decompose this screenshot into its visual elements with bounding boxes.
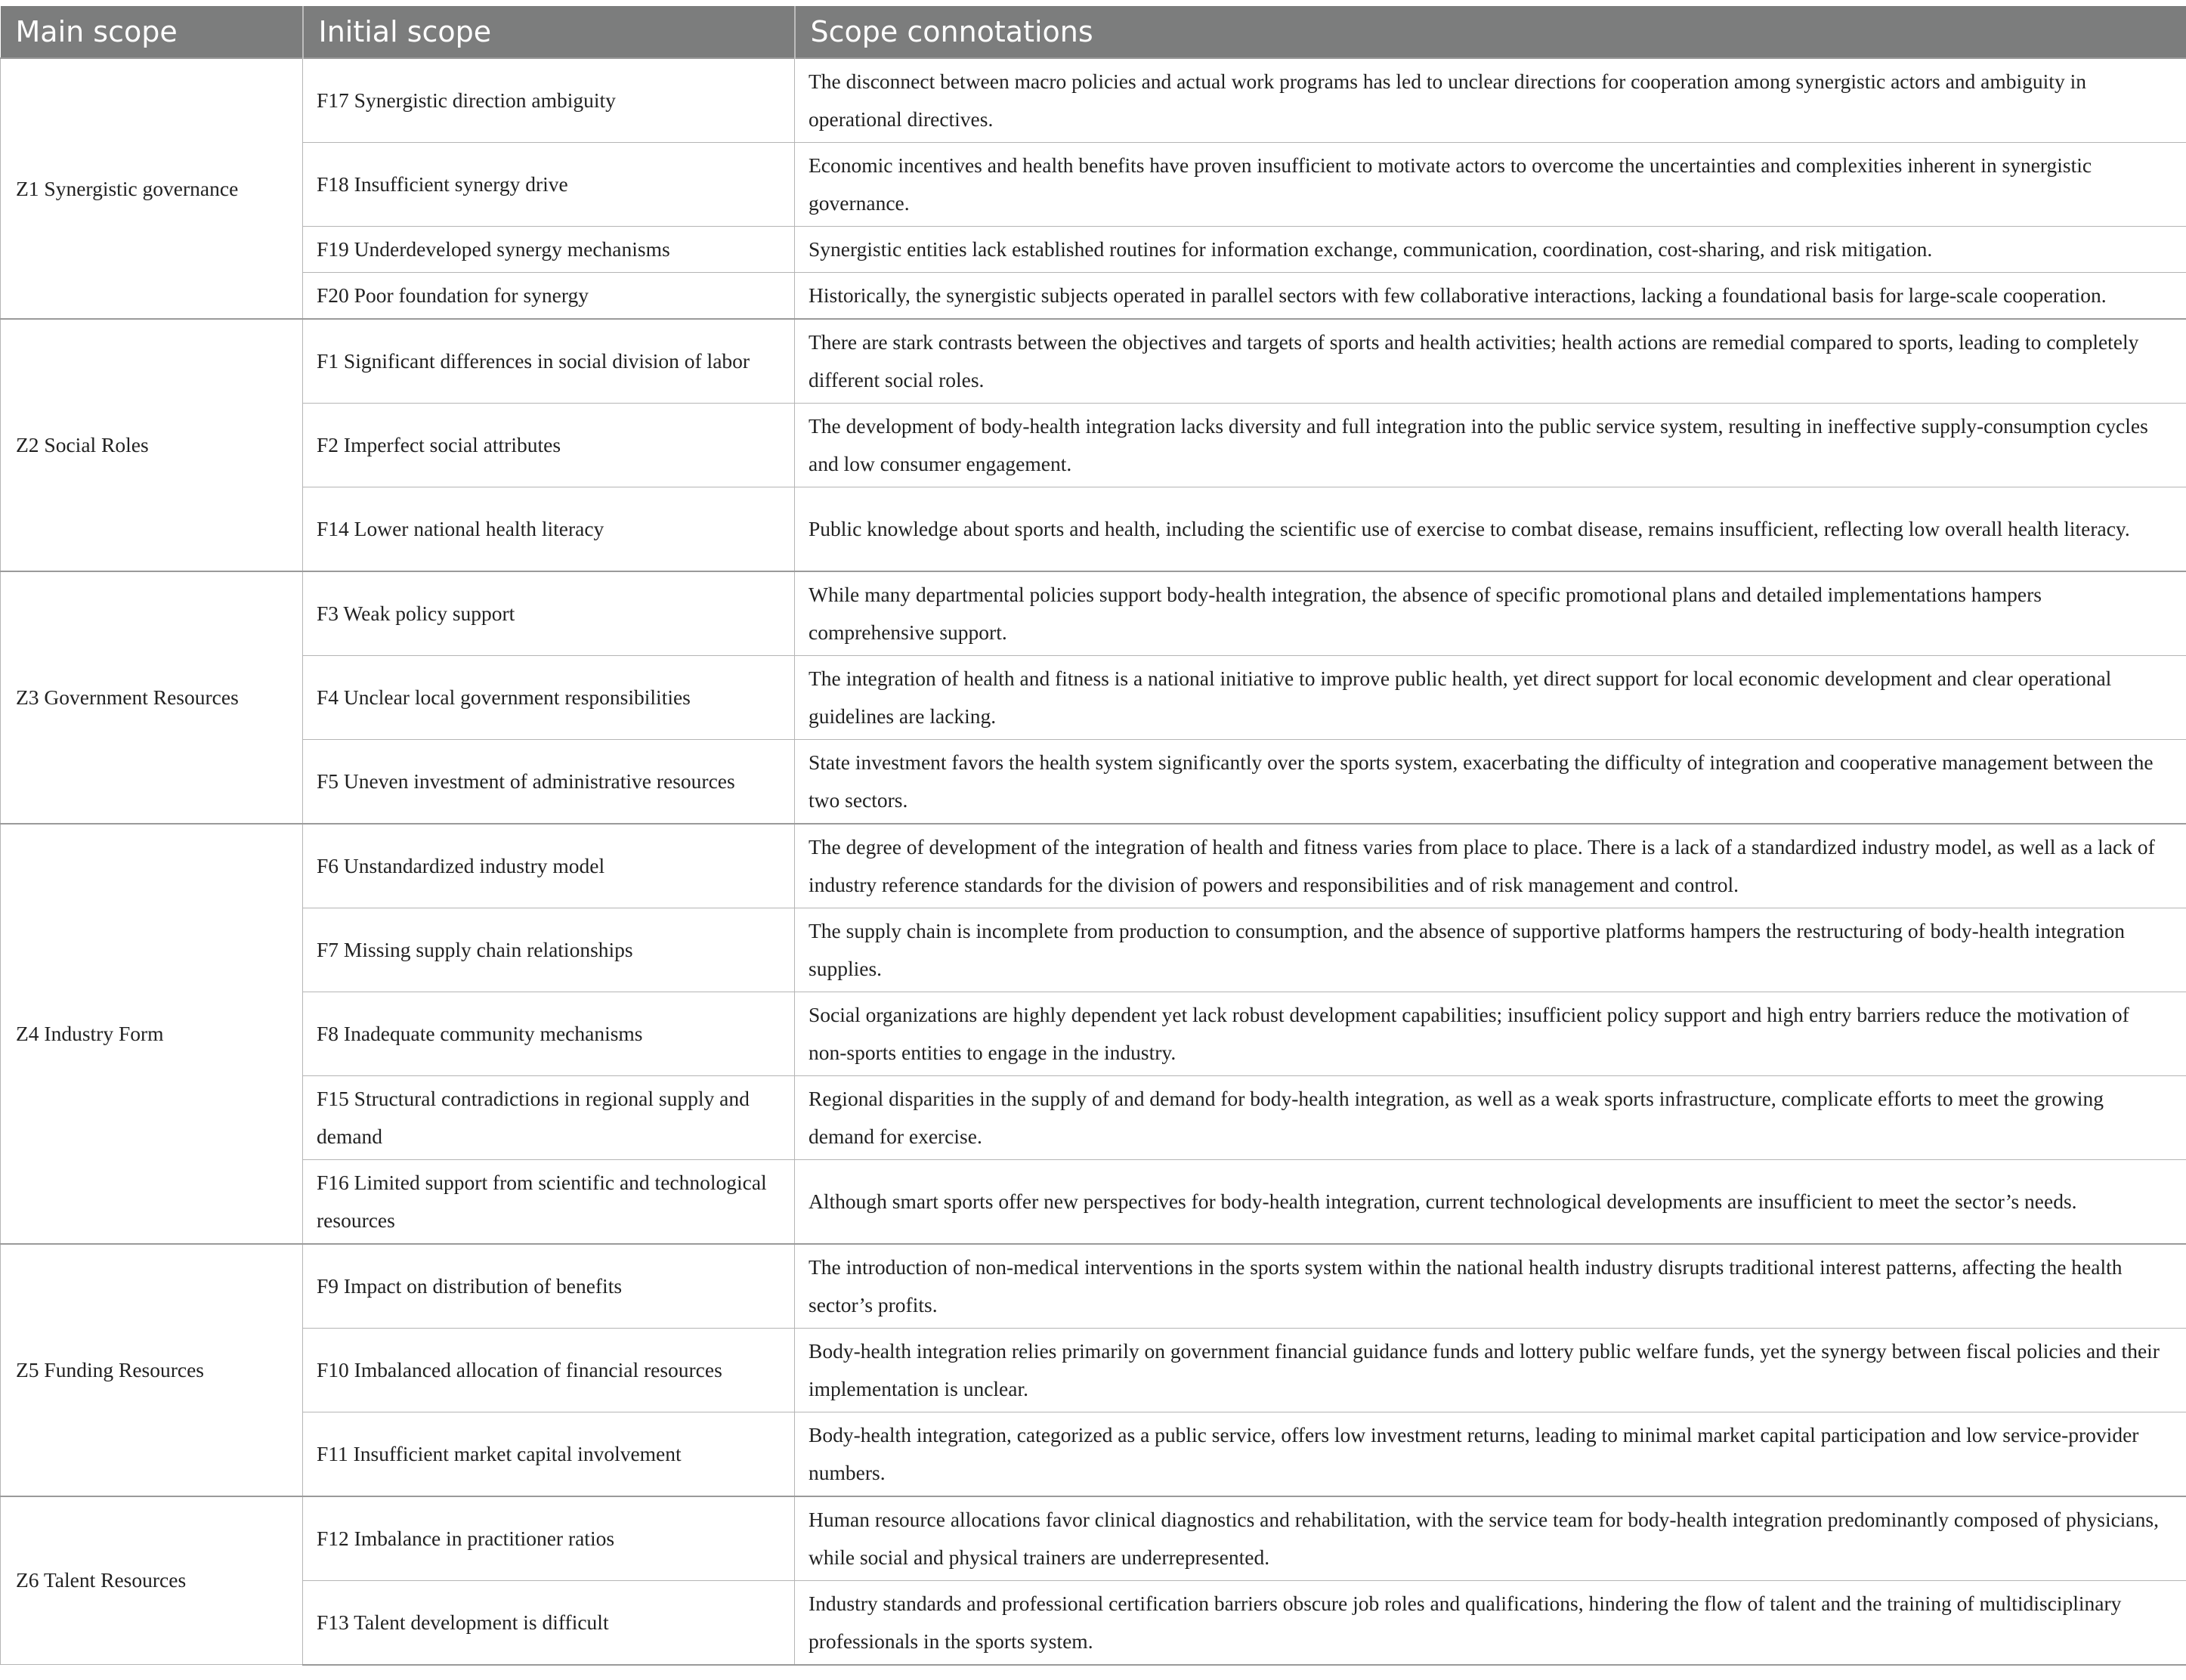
initial-scope-cell: F19 Underdeveloped synergy mechanisms xyxy=(303,227,795,273)
table-row xyxy=(1,571,2186,656)
table-header xyxy=(1,6,2186,58)
connotation-cell: Although smart sports offer new perspectives for body-health integration, current technological developments are insufficient to meet the sector’s needs. xyxy=(795,1159,2186,1244)
header-initial-scope: Initial scope xyxy=(303,6,795,58)
connotation-cell: Regional disparities in the supply of and demand for body-health integration, as well as a weak sports infrastructure, complicate efforts to meet the growing demand for exercise. xyxy=(795,1075,2186,1159)
table-row xyxy=(1,404,2186,487)
initial-scope-cell: F10 Imbalanced allocation of financial resources xyxy=(303,1328,795,1412)
connotation-cell: Social organizations are highly dependent yet lack robust development capabilities; insufficient policy support and high entry barriers reduce the motivation of non-sports entities to engage in the industry. xyxy=(795,992,2186,1075)
initial-scope-cell: F20 Poor foundation for synergy xyxy=(303,273,795,320)
initial-scope-cell: F3 Weak policy support xyxy=(303,571,795,656)
initial-scope-cell: F1 Significant differences in social division of labor xyxy=(303,319,795,404)
initial-scope-cell: F8 Inadequate community mechanisms xyxy=(303,992,795,1075)
table-row xyxy=(1,273,2186,320)
connotation-cell: The development of body-health integration lacks diversity and full integration into the public service system, resulting in ineffective supply-consumption cycles and low consumer engagement. xyxy=(795,404,2186,487)
main-scope-cell: Z4 Industry Form xyxy=(1,824,303,1244)
connotation-cell: Industry standards and professional certification barriers obscure job roles and qualifications, hindering the flow of talent and the training of multidisciplinary professionals in the sports system. xyxy=(795,1580,2186,1665)
initial-scope-cell: F14 Lower national health literacy xyxy=(303,487,795,571)
initial-scope-cell: F18 Insufficient synergy drive xyxy=(303,143,795,227)
initial-scope-cell: F16 Limited support from scientific and technological resources xyxy=(303,1159,795,1244)
table-row xyxy=(1,1159,2186,1244)
connotation-cell: There are stark contrasts between the objectives and targets of sports and health activities; health actions are remedial compared to sports, leading to completely different social roles. xyxy=(795,319,2186,404)
table-row xyxy=(1,908,2186,992)
connotation-cell: The introduction of non-medical interventions in the sports system within the national health industry disrupts traditional interest patterns, affecting the health sector’s profits. xyxy=(795,1244,2186,1329)
connotation-cell: Public knowledge about sports and health, including the scientific use of exercise to combat disease, remains insufficient, reflecting low overall health literacy. xyxy=(795,487,2186,571)
table-row xyxy=(1,992,2186,1075)
connotation-cell: Human resource allocations favor clinical diagnostics and rehabilitation, with the service team for body-health integration predominantly composed of physicians, while social and physical trainers are underrepresented. xyxy=(795,1496,2186,1581)
initial-scope-cell: F5 Uneven investment of administrative resources xyxy=(303,739,795,824)
connotation-cell: Body-health integration, categorized as a public service, offers low investment returns, leading to minimal market capital participation and low service-provider numbers. xyxy=(795,1412,2186,1496)
table-row xyxy=(1,227,2186,273)
table-row xyxy=(1,739,2186,824)
table-row xyxy=(1,1075,2186,1159)
connotation-cell: The integration of health and fitness is a national initiative to improve public health, yet direct support for local economic development and clear operational guidelines are lacking. xyxy=(795,655,2186,739)
initial-scope-cell: F7 Missing supply chain relationships xyxy=(303,908,795,992)
table-row xyxy=(1,143,2186,227)
connotation-cell: State investment favors the health system significantly over the sports system, exacerbating the difficulty of integration and cooperative management between the two sectors. xyxy=(795,739,2186,824)
connotation-cell: Economic incentives and health benefits have proven insufficient to motivate actors to overcome the uncertainties and complexities inherent in synergistic governance. xyxy=(795,143,2186,227)
connotation-cell: Body-health integration relies primarily on government financial guidance funds and lottery public welfare funds, yet the synergy between fiscal policies and their implementation is unclear. xyxy=(795,1328,2186,1412)
connotation-cell: While many departmental policies support body-health integration, the absence of specific promotional plans and detailed implementations hampers comprehensive support. xyxy=(795,571,2186,656)
initial-scope-cell: F13 Talent development is difficult xyxy=(303,1580,795,1665)
table-body xyxy=(1,58,2186,1665)
initial-scope-cell: F11 Insufficient market capital involvement xyxy=(303,1412,795,1496)
initial-scope-cell: F2 Imperfect social attributes xyxy=(303,404,795,487)
main-scope-cell: Z3 Government Resources xyxy=(1,571,303,824)
header-scope-connotations: Scope connotations xyxy=(795,6,2186,58)
main-scope-cell: Z1 Synergistic governance xyxy=(1,58,303,319)
table-row xyxy=(1,487,2186,571)
connotation-cell: Synergistic entities lack established routines for information exchange, communication, coordination, cost-sharing, and risk mitigation. xyxy=(795,227,2186,273)
initial-scope-cell: F12 Imbalance in practitioner ratios xyxy=(303,1496,795,1581)
table-row xyxy=(1,1580,2186,1665)
table-row xyxy=(1,1328,2186,1412)
initial-scope-cell: F15 Structural contradictions in regional supply and demand xyxy=(303,1075,795,1159)
scope-table xyxy=(0,6,2186,1666)
initial-scope-cell: F4 Unclear local government responsibilities xyxy=(303,655,795,739)
table-row xyxy=(1,1496,2186,1581)
initial-scope-cell: F6 Unstandardized industry model xyxy=(303,824,795,908)
table-row xyxy=(1,58,2186,143)
main-scope-cell: Z6 Talent Resources xyxy=(1,1496,303,1665)
table-row xyxy=(1,824,2186,908)
table-row xyxy=(1,655,2186,739)
table-row xyxy=(1,319,2186,404)
initial-scope-cell: F17 Synergistic direction ambiguity xyxy=(303,58,795,143)
main-scope-cell: Z2 Social Roles xyxy=(1,319,303,571)
table-row xyxy=(1,1412,2186,1496)
table-row xyxy=(1,1244,2186,1329)
connotation-cell: The supply chain is incomplete from production to consumption, and the absence of supportive platforms hampers the restructuring of body-health integration supplies. xyxy=(795,908,2186,992)
connotation-cell: The degree of development of the integration of health and fitness varies from place to place. There is a lack of a standardized industry model, as well as a lack of industry reference standards for the division of powers and responsibilities and of risk management and control. xyxy=(795,824,2186,908)
connotation-cell: Historically, the synergistic subjects operated in parallel sectors with few collaborative interactions, lacking a foundational basis for large-scale cooperation. xyxy=(795,273,2186,320)
header-main-scope: Main scope xyxy=(1,6,303,58)
connotation-cell: The disconnect between macro policies and actual work programs has led to unclear directions for cooperation among synergistic actors and ambiguity in operational directives. xyxy=(795,58,2186,143)
main-scope-cell: Z5 Funding Resources xyxy=(1,1244,303,1496)
initial-scope-cell: F9 Impact on distribution of benefits xyxy=(303,1244,795,1329)
